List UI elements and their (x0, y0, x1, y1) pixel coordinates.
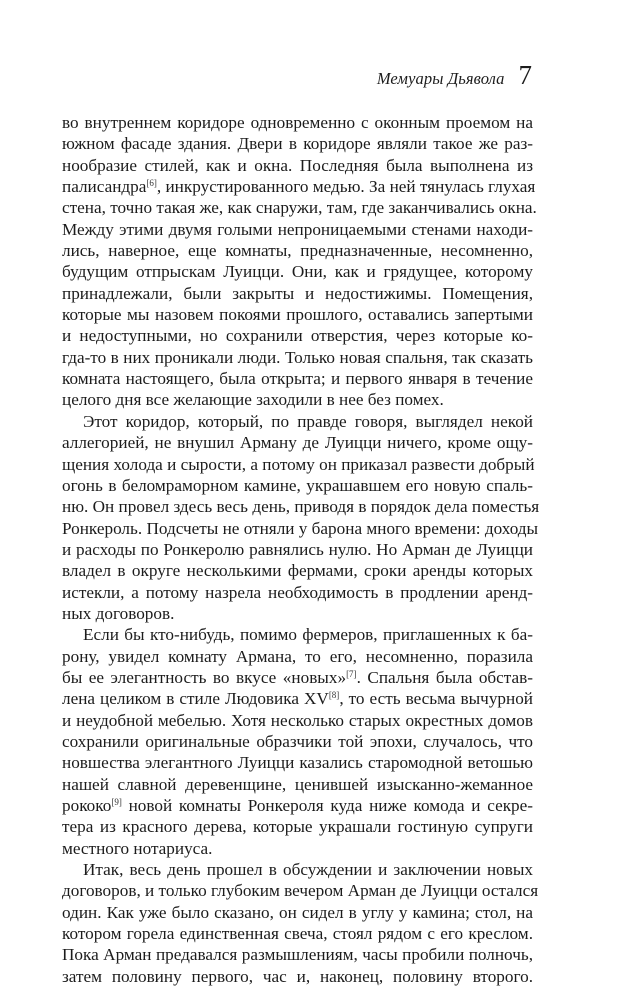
text-run: новой комнаты Ронкероля куда ниже комода и секре- (121, 796, 533, 815)
text-run: во внутреннем коридоре одновременно с оконным проемом на (62, 113, 533, 132)
text-line (62, 219, 533, 240)
text-line (62, 795, 533, 816)
footnote-ref[interactable]: [7] (346, 668, 357, 679)
text-line (62, 411, 533, 432)
text-line (62, 731, 533, 752)
text-run: Если бы кто-нибудь, помимо фермеров, приглашенных к ба- (83, 625, 533, 645)
text-run: нообразие стилей, как и окна. Последняя была выполнена из (62, 155, 533, 175)
page-number: 7 (518, 60, 532, 90)
text-run: один. Как уже было сказано, он сидел в углу у камина; стол, на (62, 902, 533, 922)
text-line (62, 646, 533, 667)
text-line (62, 261, 533, 282)
text-line (62, 112, 533, 133)
text-line (62, 240, 533, 261)
text-line (62, 325, 533, 346)
text-run: целого дня все желающие заходили в нее без помех. (62, 390, 444, 410)
paragraph (62, 112, 537, 411)
text-run: Пока Арман предавался размышлениям, часы пробили полночь, (62, 945, 533, 965)
text-line (62, 752, 533, 773)
text-run: тера из красного дерева, которые украшали гостиную супруги (62, 817, 533, 837)
text-run: палисандра (62, 177, 147, 197)
footnote-ref[interactable]: [8] (328, 690, 340, 701)
text-line (62, 475, 533, 496)
text-run: договоров, и только глубоким вечером Арман де Луицци остался (62, 881, 539, 901)
paragraph (62, 411, 540, 624)
text-line (62, 197, 537, 218)
text-run: принадлежали, были закрыты и недостижимы. Помещения, (62, 283, 533, 303)
text-run: новшества элегантного Луицци казались старомодной ветошью (62, 753, 533, 773)
text-line (62, 624, 533, 645)
text-line (62, 539, 533, 560)
text-run: стена, точно такая же, как снаружи, там, где заканчивались окна. (62, 198, 537, 218)
text-run: Итак, весь день прошел в обсуждении и заключении новых (83, 860, 533, 880)
text-line (62, 710, 533, 731)
text-line (62, 283, 533, 304)
running-title: Мемуары Дьявола (376, 69, 505, 88)
text-run: и недоступными, но сохранили отверстия, через которые ко- (62, 326, 533, 346)
text-line (62, 838, 533, 859)
text-run: будущим отпрыскам Луицци. Они, как и грядущее, которому (62, 262, 533, 282)
footnote-ref[interactable]: [9] (111, 797, 122, 807)
text-run: южном фасаде здания. Двери в коридоре являли такое же раз- (62, 134, 533, 154)
text-run: местного нотариуса. (62, 838, 213, 858)
text-line (62, 944, 533, 965)
text-run: и расходы по Ронкеролю равнялись нулю. Но Арман де Луицци (62, 539, 533, 559)
text-run: Между этими двумя голыми непроницаемыми стенами находи- (62, 219, 533, 239)
text-run: огонь в беломраморном камине, украшавшем его новую спаль- (62, 475, 533, 495)
text-line (62, 176, 536, 197)
text-line (62, 432, 533, 453)
text-run: Ронкероль. Подсчеты не отняли у барона много времени: доходы (62, 518, 539, 538)
text-line (62, 902, 533, 923)
text-run: котором горела единственная свеча, стоял рядом с его креслом. (62, 924, 533, 944)
text-line (62, 389, 533, 410)
text-run: комната настоящего, была открыта; и первого января в течение (62, 369, 533, 389)
text-run: ных договоров. (62, 603, 175, 623)
text-line (62, 603, 533, 624)
text-line (62, 774, 533, 795)
text-line (62, 347, 533, 368)
text-line (62, 155, 533, 176)
text-run: , инкрустированного медью. За ней тянулась глухая (156, 177, 536, 197)
text-line (62, 688, 533, 709)
text-run: Этот коридор, который, по правде говоря, выглядел некой (83, 411, 533, 431)
text-line (62, 368, 533, 389)
text-line (62, 133, 533, 154)
paragraph (62, 859, 539, 987)
text-run: владел в округе несколькими фермами, сроки аренды которых (62, 561, 533, 581)
text-run: затем половину первого, час и, наконец, половину второго. (62, 966, 533, 986)
paragraph (62, 624, 533, 859)
text-line (62, 496, 540, 517)
footnote-ref[interactable]: [6] (146, 178, 157, 189)
text-line (62, 880, 539, 901)
text-run: . Спальня была обстав- (356, 667, 533, 687)
text-run: , то есть весьма вычурной (339, 689, 533, 709)
text-line (62, 582, 533, 603)
text-run: аллегорией, не внушил Арману де Луицци ничего, кроме ощу- (62, 433, 533, 453)
text-line (62, 667, 533, 688)
text-line (62, 966, 533, 987)
text-run: рококо (62, 796, 112, 815)
text-run: бы ее элегантность во вкусе «новых» (62, 667, 347, 687)
running-header (377, 62, 532, 89)
text-run: лена целиком в стиле Людовика XV (62, 689, 329, 709)
text-run: нашей славной деревенщине, ценившей изысканно-жеманное (62, 774, 533, 794)
text-run: лись, наверное, еще комнаты, предназначенные, несомненно, (62, 241, 533, 261)
body-text (62, 112, 540, 987)
text-line (62, 816, 533, 837)
text-run: щения холода и сырости, а потому он приказал развести добрый (62, 454, 535, 474)
text-line (62, 859, 533, 880)
text-line (62, 923, 533, 944)
text-run: гда-то в них проникали люди. Только новая спальня, так сказать (62, 347, 533, 367)
text-run: ню. Он провел здесь весь день, приводя в порядок дела поместья (62, 497, 540, 517)
text-run: сохранили оригинальные образчики той эпохи, случалось, что (62, 731, 533, 751)
text-run: и неудобной мебелью. Хотя несколько старых окрестных домов (62, 710, 533, 730)
text-run: которые мы назовем покоями прошлого, оставались запертыми (62, 305, 533, 325)
text-line (62, 304, 533, 325)
text-line (62, 518, 539, 539)
text-line (62, 560, 533, 581)
text-run: истекли, а потому назрела необходимость в продлении аренд- (62, 582, 533, 602)
text-run: рону, увидел комнату Армана, то его, несомненно, поразила (62, 646, 533, 666)
text-line (62, 454, 533, 475)
